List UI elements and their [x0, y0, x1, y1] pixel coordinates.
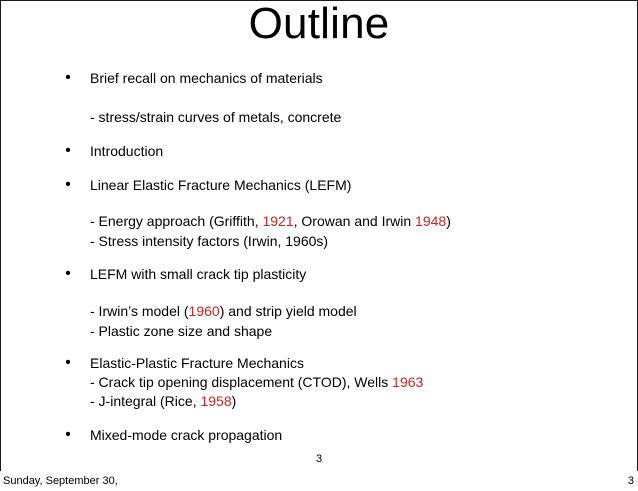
outline-item-mechanics-recall: Brief recall on mechanics of materials — [90, 70, 323, 86]
highlighted-year: 1960 — [188, 303, 220, 319]
text-segment: ) — [231, 393, 237, 409]
sub-item-ctod — [90, 373, 423, 391]
footer-date: Sunday, September 30, — [3, 475, 118, 487]
sub-item-irwin-model — [90, 302, 357, 320]
text-segment: ) — [446, 213, 451, 229]
text-segment: - Energy approach (Griffith, — [90, 213, 263, 229]
sub-item-plastic-zone: - Plastic zone size and shape — [90, 323, 273, 339]
sub-item-stress-intensity: - Stress intensity factors (Irwin, 1960s) — [90, 233, 329, 249]
bullet-icon: • — [65, 142, 71, 159]
bullet-icon: • — [65, 69, 71, 86]
highlighted-year: 1963 — [392, 374, 424, 390]
text-segment: - Crack tip opening displacement (CTOD), Wells — [90, 374, 393, 390]
outline-item-mixed-mode: Mixed-mode crack propagation — [90, 427, 283, 443]
text-segment: - J-integral (Rice, — [90, 393, 201, 409]
outline-item-introduction: Introduction — [90, 143, 164, 159]
bullet-icon: • — [65, 176, 71, 193]
outline-item-lefm: Linear Elastic Fracture Mechanics (LEFM) — [90, 177, 352, 193]
print-footer — [0, 471, 638, 491]
sub-item-energy-approach — [90, 212, 451, 230]
highlighted-year: 1958 — [200, 393, 232, 409]
sub-item-j-integral — [90, 392, 236, 410]
bullet-icon: • — [65, 265, 71, 282]
slide-page-number: 3 — [315, 453, 323, 465]
bullet-icon: • — [65, 354, 71, 371]
slide-title: Outline — [248, 0, 390, 48]
text-segment: - Irwin’s model ( — [90, 303, 189, 319]
highlighted-year: 1948 — [415, 213, 447, 229]
outline-item-epfm: Elastic-Plastic Fracture Mechanics — [90, 355, 304, 371]
text-segment: ) and strip yield model — [219, 303, 357, 319]
bullet-icon: • — [65, 426, 71, 443]
outline-item-lefm-plasticity: LEFM with small crack tip plasticity — [90, 266, 307, 282]
footer-page-number: 3 — [627, 475, 634, 487]
text-segment: , Orowan and Irwin — [293, 213, 416, 229]
highlighted-year: 1921 — [262, 213, 294, 229]
sub-item-stress-strain: - stress/strain curves of metals, concrete — [90, 109, 342, 125]
